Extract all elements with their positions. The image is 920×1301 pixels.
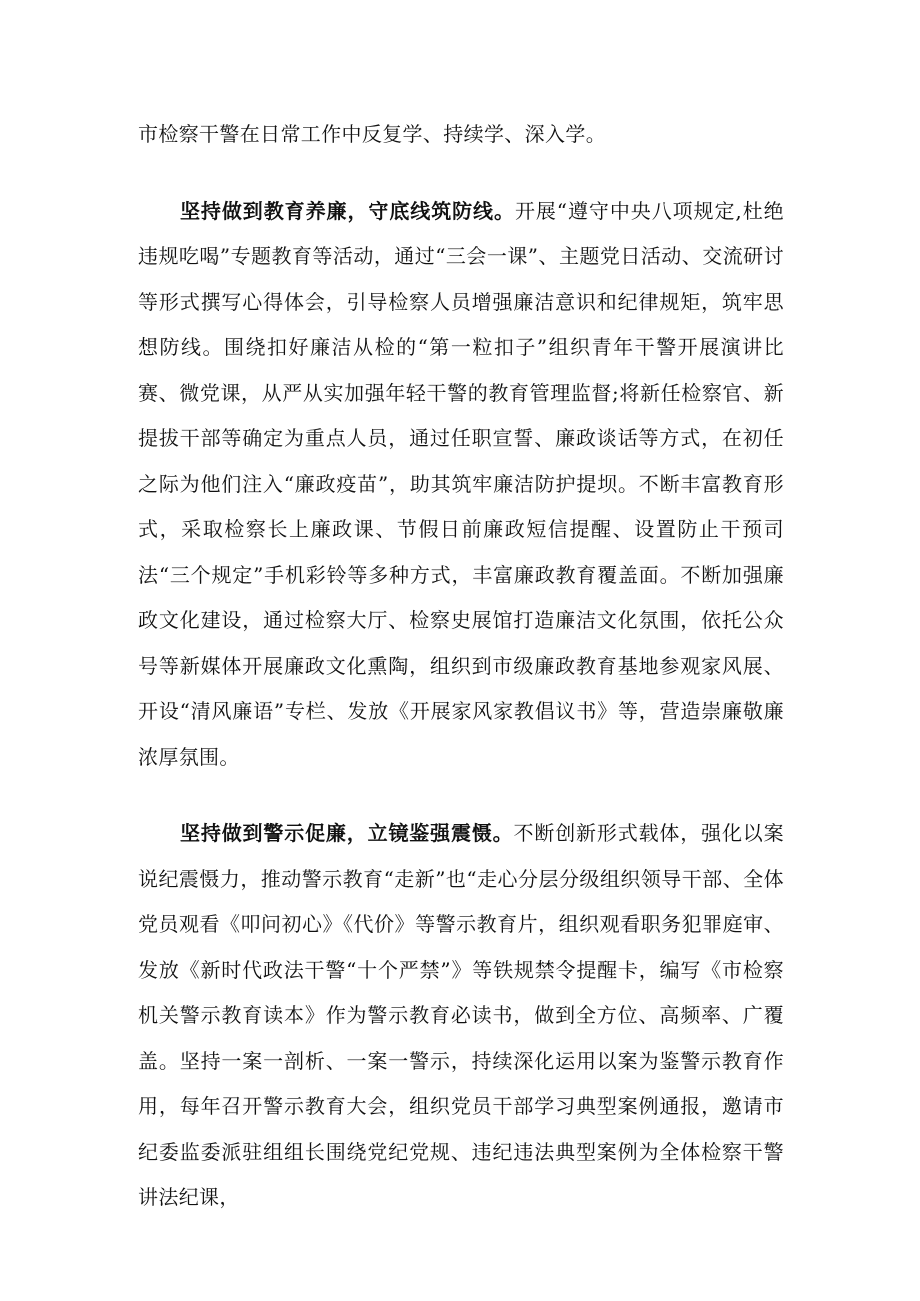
paragraph-3 xyxy=(138,811,784,1221)
paragraph-2-text: 开展“遵守中央八项规定,杜绝违规吃喝”专题教育等活动，通过“三会一课”、主题党日活动、交流研讨等形式撰写心得体会，引导检察人员增强廉洁意识和纪律规矩，筑牢思想防线。围绕扣好廉洁从检的“第一粒扣子”组织青年干警开展演讲比赛、微党课，从严从实加强年轻干警的教育管理监督;将新任检察官、新提拔干部等确定为重点人员，通过任职宣誓、廉政谈话等方式，在初任之际为他们注入“廉政疫苗”，助其筑牢廉洁防护提坝。不断丰富教育形式，采取检察长上廉政课、节假日前廉政短信提醒、设置防止干预司法“三个规定”手机彩铃等多种方式，丰富廉政教育覆盖面。不断加强廉政文化建设，通过检察大厅、检察史展馆打造廉洁文化氛围，依托公众号等新媒体开展廉政文化熏陶，组织到市级廉政教育基地参观家风展、开设“清风廉语”专栏、发放《开展家风家教倡议书》等，营造崇廉敬廉浓厚氛围。 xyxy=(138,198,784,769)
paragraph-1 xyxy=(138,112,784,158)
paragraph-2-lead: 坚持做到教育养廉，守底线筑防线。 xyxy=(180,198,515,223)
paragraph-3-lead: 坚持做到警示促廉，立镜鉴强震慑。 xyxy=(180,821,514,845)
paragraph-2 xyxy=(138,189,784,781)
paragraph-3-text: 不断创新形式载体，强化以案说纪震慑力，推动警示教育“走新”也“走心分层分级组织领导干部、全体党员观看《叩问初心》《代价》等警示教育片，组织观看职务犯罪庭审、发放《新时代政法干警“十个严禁”》等铁规禁令提醒卡，编写《市检察机关警示教育读本》作为警示教育必读书，做到全方位、高频率、广覆盖。坚持一案一剖析、一案一警示，持续深化运用以案为鉴警示教育作用，每年召开警示教育大会，组织党员干部学习典型案例通报，邀请市纪委监委派驻组组长围绕党纪党规、违纪违法典型案例为全体检察干警讲法纪课， xyxy=(138,821,784,1209)
document-body xyxy=(138,112,784,1221)
paragraph-1-text: 市检察干警在日常工作中反复学、持续学、深入学。 xyxy=(138,122,607,146)
